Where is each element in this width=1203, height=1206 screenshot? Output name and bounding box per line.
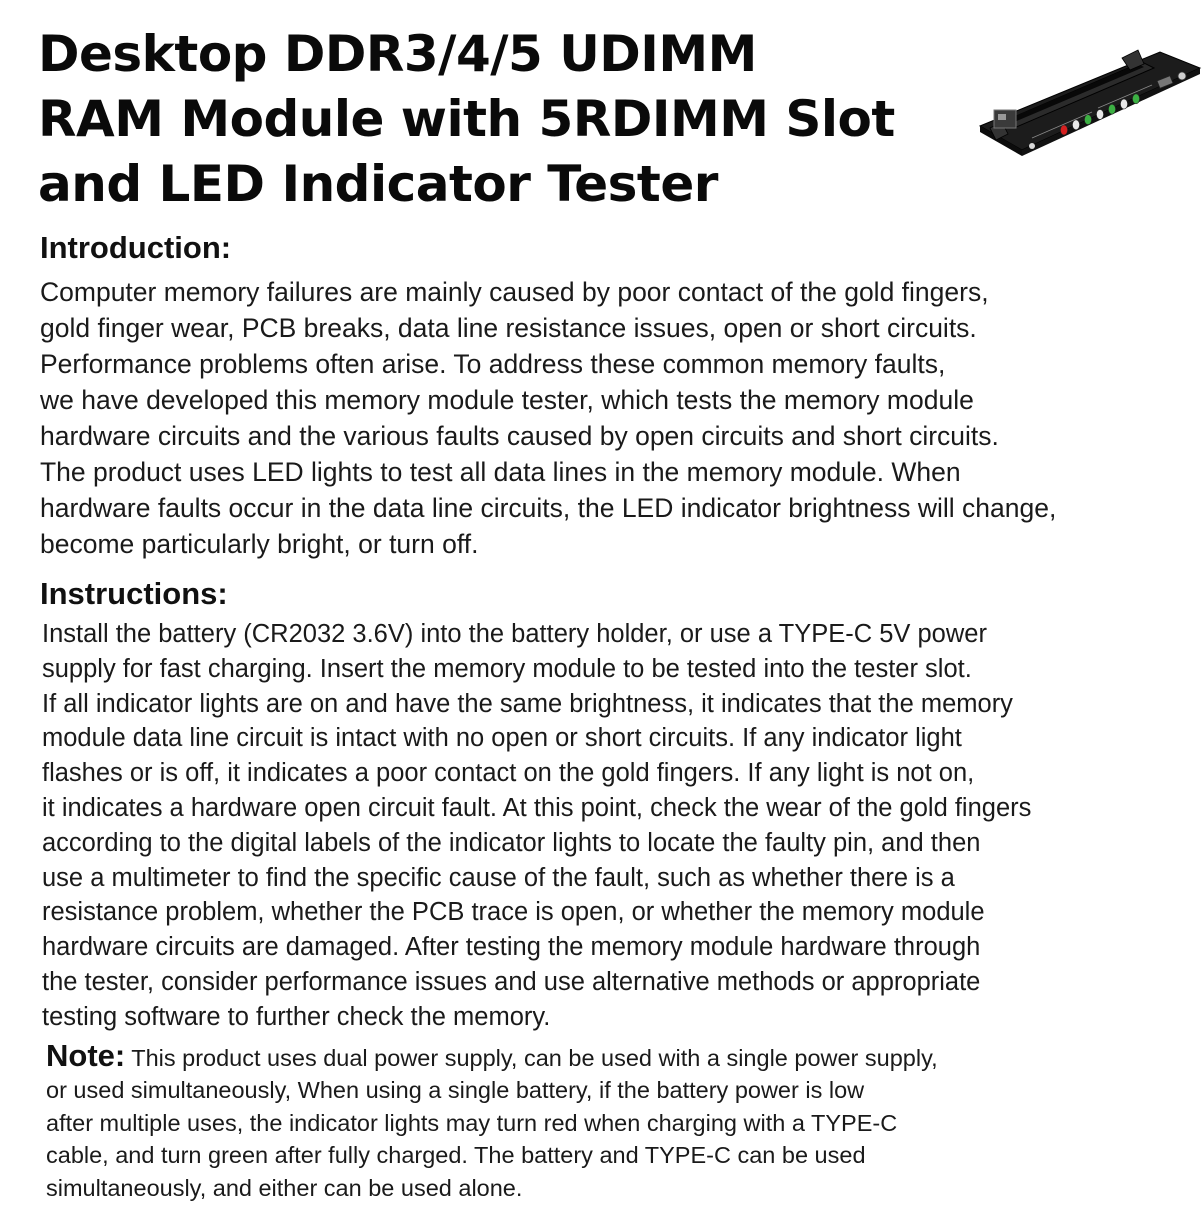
instructions-line: If all indicator lights are on and have the same brightness, it indicates that the memory: [42, 689, 1013, 718]
introduction-text: [40, 274, 1056, 562]
instructions-line: hardware circuits are damaged. After testing the memory module hardware through: [42, 933, 981, 962]
instructions-line: according to the digital labels of the indicator lights to locate the faulty pin, and then: [42, 828, 981, 857]
instructions-line: flashes or is off, it indicates a poor contact on the gold fingers. If any light is not on,: [42, 759, 975, 788]
led-indicator-icon: [1072, 120, 1079, 130]
page-title: [38, 22, 938, 217]
title-line-3: and LED Indicator Tester: [38, 155, 718, 213]
intro-line: hardware faults occur in the data line circuits, the LED indicator brightness will change,: [40, 493, 1057, 523]
intro-line: become particularly bright, or turn off.: [40, 529, 479, 559]
led-indicator-icon: [1120, 99, 1127, 109]
intro-line: Performance problems often arise. To address these common memory faults,: [40, 349, 946, 379]
instructions-heading: Instructions:: [40, 576, 228, 611]
instructions-line: supply for fast charging. Insert the memory module to be tested into the tester slot.: [42, 654, 972, 683]
instructions-line: resistance problem, whether the PCB trace is open, or whether the memory module: [42, 898, 985, 927]
instructions-line: testing software to further check the memory.: [42, 1002, 551, 1031]
led-indicator-icon: [1132, 94, 1139, 104]
title-line-1: Desktop DDR3/4/5 UDIMM: [38, 25, 757, 83]
introduction-heading: Introduction:: [40, 230, 232, 265]
intro-line: hardware circuits and the various faults caused by open circuits and short circuits.: [40, 421, 999, 451]
note-line: after multiple uses, the indicator lights may turn red when charging with a TYPE-C: [46, 1109, 898, 1136]
led-indicator-icon: [1084, 115, 1091, 125]
instructions-line: module data line circuit is intact with no open or short circuits. If any indicator light: [42, 724, 962, 753]
instructions-line: it indicates a hardware open circuit fault. At this point, check the wear of the gold fingers: [42, 793, 1032, 822]
note-section: [46, 1040, 938, 1204]
intro-line: gold finger wear, PCB breaks, data line resistance issues, open or short circuits.: [40, 313, 977, 343]
instructions-line: use a multimeter to find the specific cause of the fault, such as whether there is a: [42, 863, 955, 892]
note-first-line: [46, 1040, 938, 1074]
title-line-2: RAM Module with 5RDIMM Slot: [38, 90, 895, 148]
led-indicator-icon: [1108, 104, 1115, 114]
led-indicator-icon: [1060, 125, 1067, 135]
note-first-text: This product uses dual power supply, can be used with a single power supply,: [131, 1045, 938, 1071]
intro-line: we have developed this memory module tester, which tests the memory module: [40, 385, 974, 415]
instructions-text: [42, 617, 1031, 1035]
note-line: or used simultaneously, When using a single battery, if the battery power is low: [46, 1077, 865, 1104]
note-label: Note:: [46, 1038, 126, 1073]
led-indicator-icon: [1096, 109, 1103, 119]
ram-tester-board-icon: [972, 38, 1202, 168]
note-line: simultaneously, and either can be used alone.: [46, 1174, 523, 1201]
intro-line: Computer memory failures are mainly caused by poor contact of the gold fingers,: [40, 277, 989, 307]
instructions-line: the tester, consider performance issues and use alternative methods or appropriate: [42, 967, 981, 996]
note-line: cable, and turn green after fully charged. The battery and TYPE-C can be used: [46, 1142, 866, 1169]
intro-line: The product uses LED lights to test all data lines in the memory module. When: [40, 457, 961, 487]
instructions-line: Install the battery (CR2032 3.6V) into the battery holder, or use a TYPE-C 5V power: [42, 620, 987, 648]
